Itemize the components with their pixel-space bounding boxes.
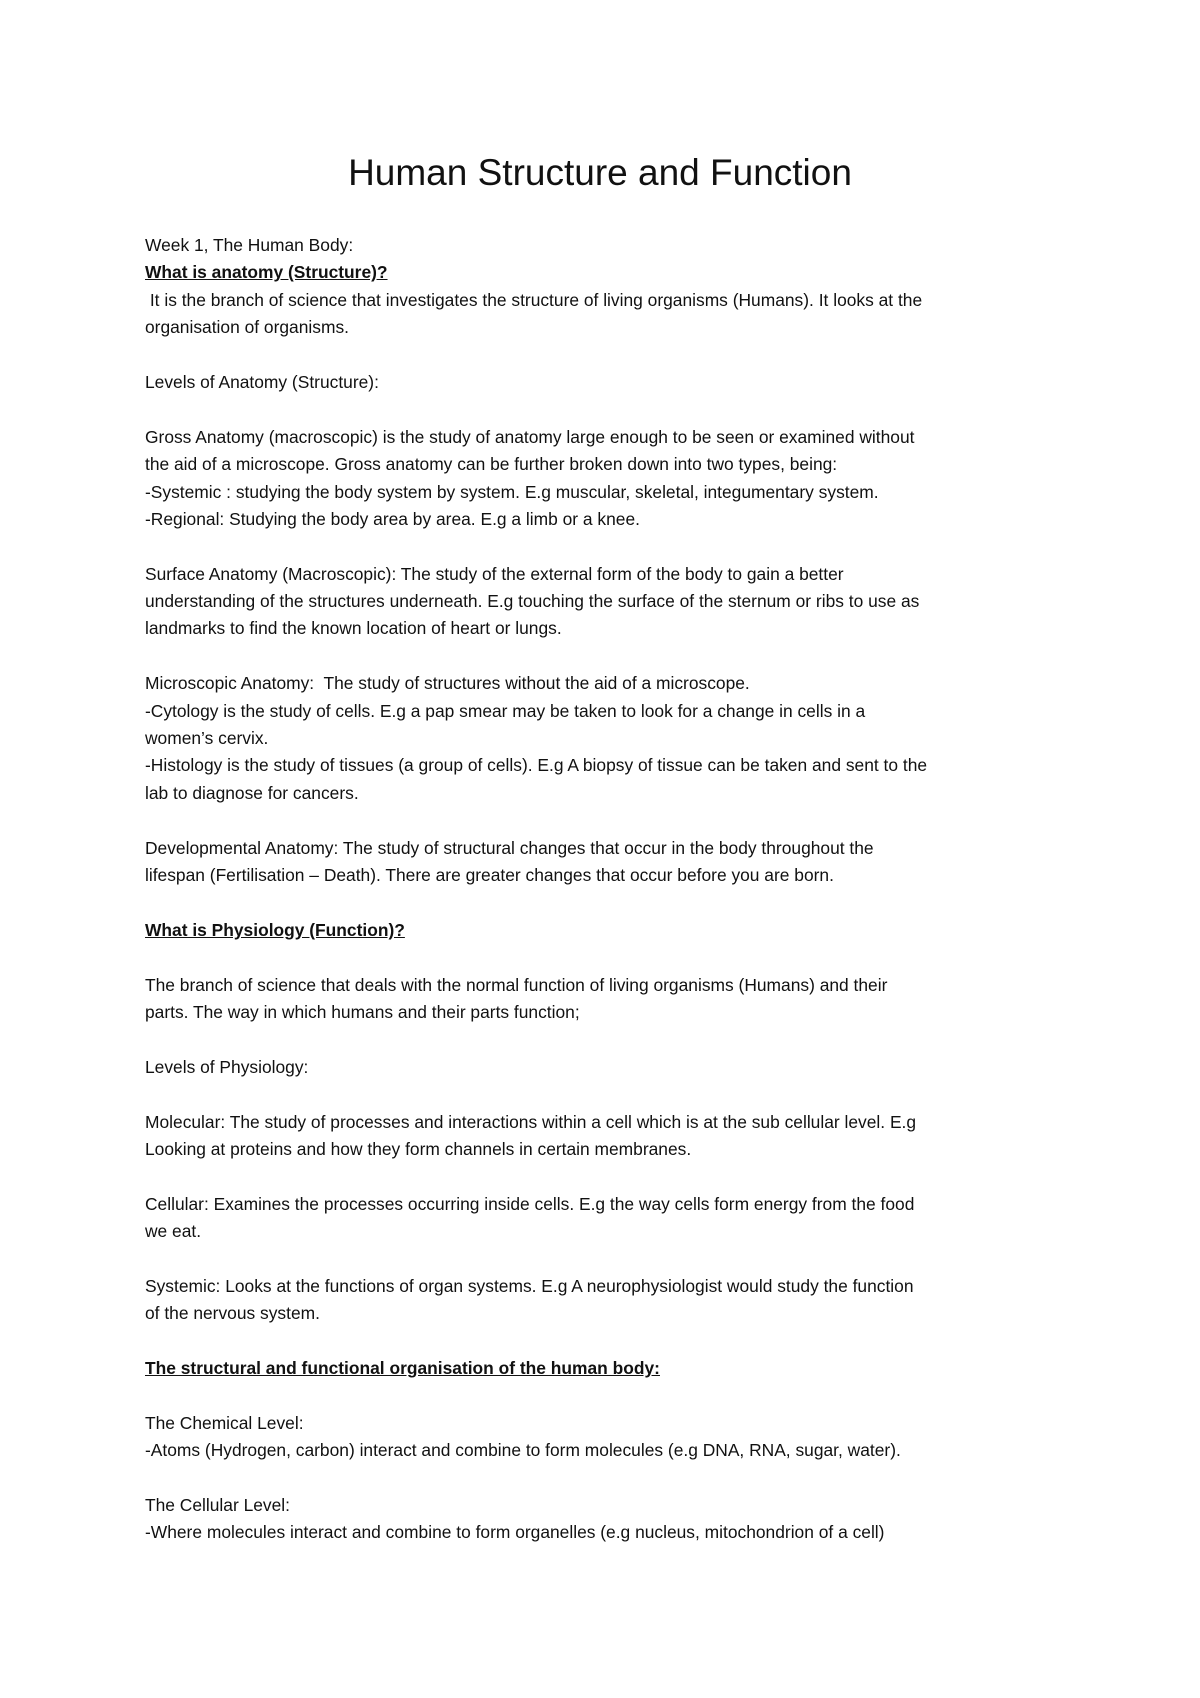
- text-line: -Regional: Studying the body area by area. E.g a limb or a knee.: [145, 508, 640, 529]
- blank-line: [145, 1328, 1075, 1355]
- blank-line: [145, 889, 1075, 916]
- blank-line: [145, 1382, 1075, 1409]
- text-line: Week 1, The Human Body:: [145, 235, 354, 255]
- section-heading: What is anatomy (Structure)?: [145, 262, 388, 283]
- text-line: Surface Anatomy (Macroscopic): The study of the external form of the body to gain a better: [145, 563, 844, 584]
- text-line: parts. The way in which humans and their parts function;: [145, 1001, 580, 1022]
- text-line: -Cytology is the study of cells. E.g a pap smear may be taken to look for a change in cells in a: [145, 700, 866, 721]
- text-line: Systemic: Looks at the functions of organ systems. E.g A neurophysiologist would study the function: [145, 1275, 914, 1296]
- blank-line: [145, 1245, 1075, 1272]
- text-line: Looking at proteins and how they form channels in certain membranes.: [145, 1138, 692, 1159]
- blank-line: [145, 396, 1075, 423]
- text-line: lab to diagnose for cancers.: [145, 782, 359, 803]
- blank-line: [145, 807, 1075, 834]
- text-line: -Atoms (Hydrogen, carbon) interact and combine to form molecules (e.g DNA, RNA, sugar, water).: [145, 1440, 901, 1461]
- text-line: -Histology is the study of tissues (a group of cells). E.g A biopsy of tissue can be taken and sent to the: [145, 755, 928, 776]
- section-heading: What is Physiology (Function)?: [145, 919, 405, 940]
- document-body: [145, 232, 1075, 1547]
- text-line: women’s cervix.: [145, 728, 269, 749]
- blank-line: [145, 1081, 1075, 1108]
- text-line: organisation of organisms.: [145, 317, 349, 338]
- text-line: Gross Anatomy (macroscopic) is the study of anatomy large enough to be seen or examined without: [145, 426, 915, 447]
- text-line: Cellular: Examines the processes occurring inside cells. E.g the way cells form energy from the food: [145, 1193, 915, 1214]
- text-line: Developmental Anatomy: The study of structural changes that occur in the body throughout the: [145, 837, 874, 858]
- blank-line: [145, 944, 1075, 971]
- text-line: The Chemical Level:: [145, 1412, 304, 1433]
- text-line: understanding of the structures underneath. E.g touching the surface of the sternum or ribs to use as: [145, 591, 920, 612]
- text-line: lifespan (Fertilisation – Death). There are greater changes that occur before you are born.: [145, 864, 834, 885]
- text-line: Molecular: The study of processes and interactions within a cell which is at the sub cellular level. E.g: [145, 1111, 917, 1132]
- blank-line: [145, 1163, 1075, 1190]
- page-title: Human Structure and Function: [348, 152, 852, 193]
- text-line: The Cellular Level:: [145, 1494, 290, 1515]
- section-heading: The structural and functional organisation of the human body:: [145, 1358, 660, 1379]
- blank-line: [145, 1026, 1075, 1053]
- blank-line: [145, 643, 1075, 670]
- text-line: Levels of Physiology:: [145, 1056, 309, 1077]
- text-line: we eat.: [145, 1221, 202, 1242]
- text-line: It is the branch of science that investigates the structure of living organisms (Humans). It looks at the: [145, 289, 923, 310]
- text-line: The branch of science that deals with the normal function of living organisms (Humans) and their: [145, 974, 888, 995]
- text-line: the aid of a microscope. Gross anatomy can be further broken down into two types, being:: [145, 454, 838, 475]
- blank-line: [145, 533, 1075, 560]
- text-line: Microscopic Anatomy: The study of structures without the aid of a microscope.: [145, 673, 750, 694]
- text-line: landmarks to find the known location of heart or lungs.: [145, 618, 562, 639]
- blank-line: [145, 342, 1075, 369]
- text-line: Levels of Anatomy (Structure):: [145, 371, 379, 392]
- blank-line: [145, 1465, 1075, 1492]
- text-line: of the nervous system.: [145, 1303, 320, 1324]
- text-line: -Systemic : studying the body system by system. E.g muscular, skeletal, integumentary system.: [145, 481, 879, 502]
- text-line: -Where molecules interact and combine to form organelles (e.g nucleus, mitochondrion of a cell): [145, 1522, 885, 1543]
